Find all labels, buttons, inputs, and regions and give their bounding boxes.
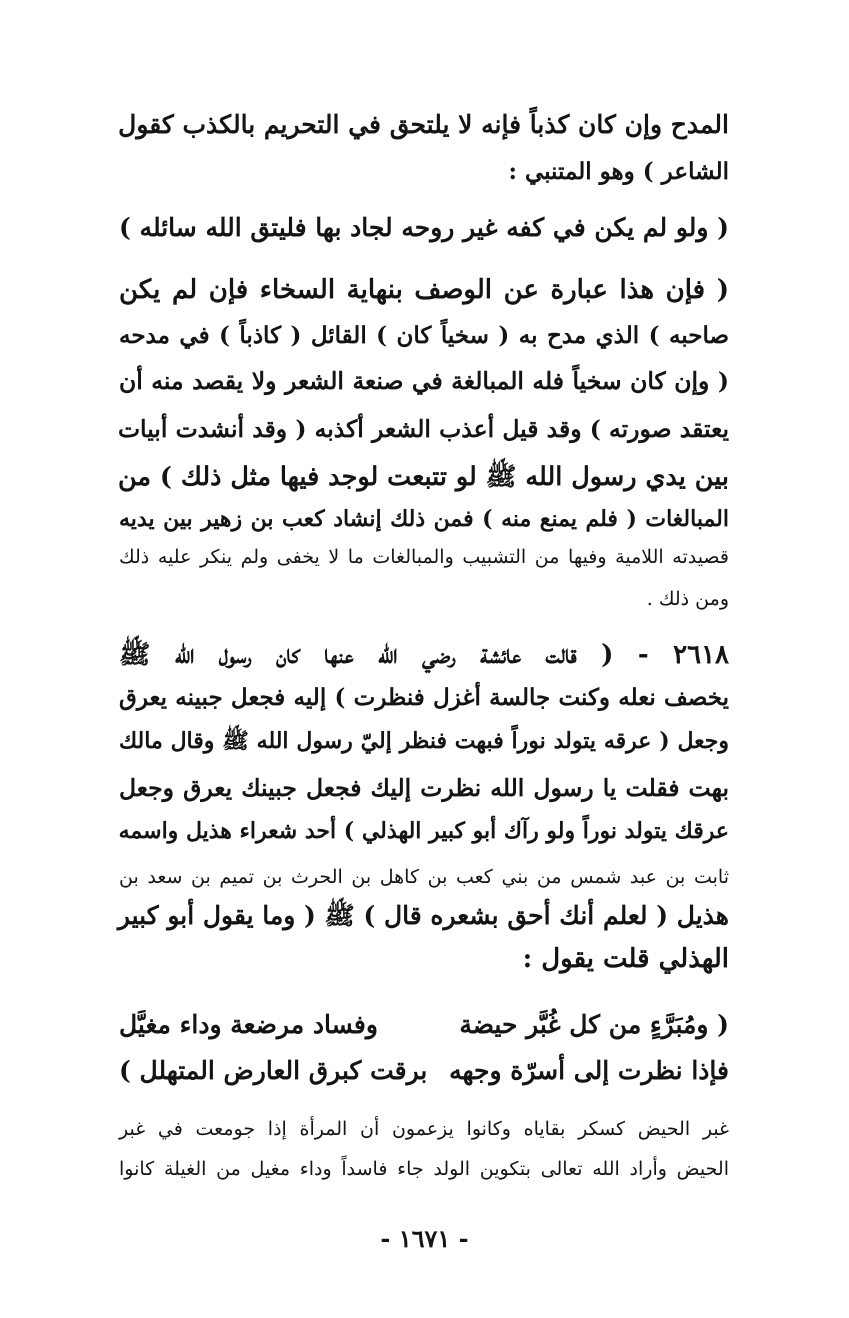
text-line: المدح وإن كان كذباً فإنه لا يلتحق في التحريم بالكذب كقول (118, 110, 729, 139)
text-line: بهت فقلت يا رسول الله نظرت إليك فجعل جبينك يعرق وجعل (119, 774, 729, 802)
text-line: ومن ذلك . (646, 588, 729, 610)
poem-verse (119, 1056, 729, 1085)
text-line: هذيل ( لعلم أنك أحق بشعره قال ) ﷺ ( وما يقول أبو كبير (117, 901, 729, 930)
text-line: يعتقد صورته ) وقد قيل أعذب الشعر أكذبه ( وقد أنشدت أبيات (117, 415, 729, 443)
poem-verse (119, 1010, 729, 1039)
verse-first-hemistich: فإذا نظرت إلى أسرّة وجهه (449, 1056, 729, 1085)
text-line: ( وإن كان سخياً فله المبالغة في صنعة الشعر ولا يقصد منه أن (119, 367, 729, 395)
text-line: بين يدي رسول الله ﷺ لو تتبعت لوجد فيها مثل ذلك ) من (117, 462, 729, 492)
verse-second-hemistich: وفساد مرضعة وداء مغيَّل (119, 1010, 378, 1039)
text-line: الشاعر ) وهو المتنبي : (508, 158, 729, 185)
text-line: قصيدته اللامية وفيها من التشبيب والمبالغات ما لا يخفى ولم ينكر عليه ذلك (119, 546, 729, 568)
text-line: ( ولو لم يكن في كفه غير روحه لجاد بها فليتق الله سائله ) (119, 213, 729, 242)
text-line: ( فإن هذا عبارة عن الوصف بنهاية السخاء فإن لم يكن (119, 275, 729, 305)
verse-second-hemistich: برقت كبرق العارض المتهلل ) (119, 1056, 428, 1085)
text-line: وجعل ( عرقه يتولد نوراً فبهت فنظر إليّ رسول الله ﷺ وقال مالك (119, 728, 729, 754)
text-line: عرقك يتولد نوراً ولو رآك أبو كبير الهذلي ) أحد شعراء هذيل واسمه (118, 818, 729, 844)
page-number: - ١٦٧١ - (380, 1224, 469, 1253)
text-line: المبالغات ( فلم يمنع منه ) فمن ذلك إنشاد كعب بن زهير بين يديه (119, 506, 729, 532)
text-line: الحيض وأراد الله تعالى بتكوين الولد جاء فاسداً وداء مغيل من الغيلة كانوا (119, 1158, 729, 1180)
text-line: صاحبه ) الذي مدح به ( سخياً كان ) القائل ( كاذباً ) في مدحه (119, 322, 729, 349)
verse-first-hemistich: ( ومُبَرَّءٍ من كل غُبَّر حيضة (459, 1010, 729, 1039)
text-line: الهذلي قلت يقول : (522, 944, 729, 974)
text-line: ثابت بن عبد شمس من بني كعب بن كاهل بن الحرث بن تميم بن سعد بن (119, 866, 729, 888)
text-line: يخصف نعله وكنت جالسة أغزل فنظرت ) إليه فجعل جبينه يعرق (119, 684, 729, 711)
text-line: غبر الحيض كسكر بقاياه وكانوا يزعمون أن المرأة إذا جومعت في غبر (119, 1118, 729, 1140)
hadith-heading-line: ٢٦١٨ - ( قالت عائشة رضي الله عنها كان رسول الله ﷺ (119, 640, 729, 670)
